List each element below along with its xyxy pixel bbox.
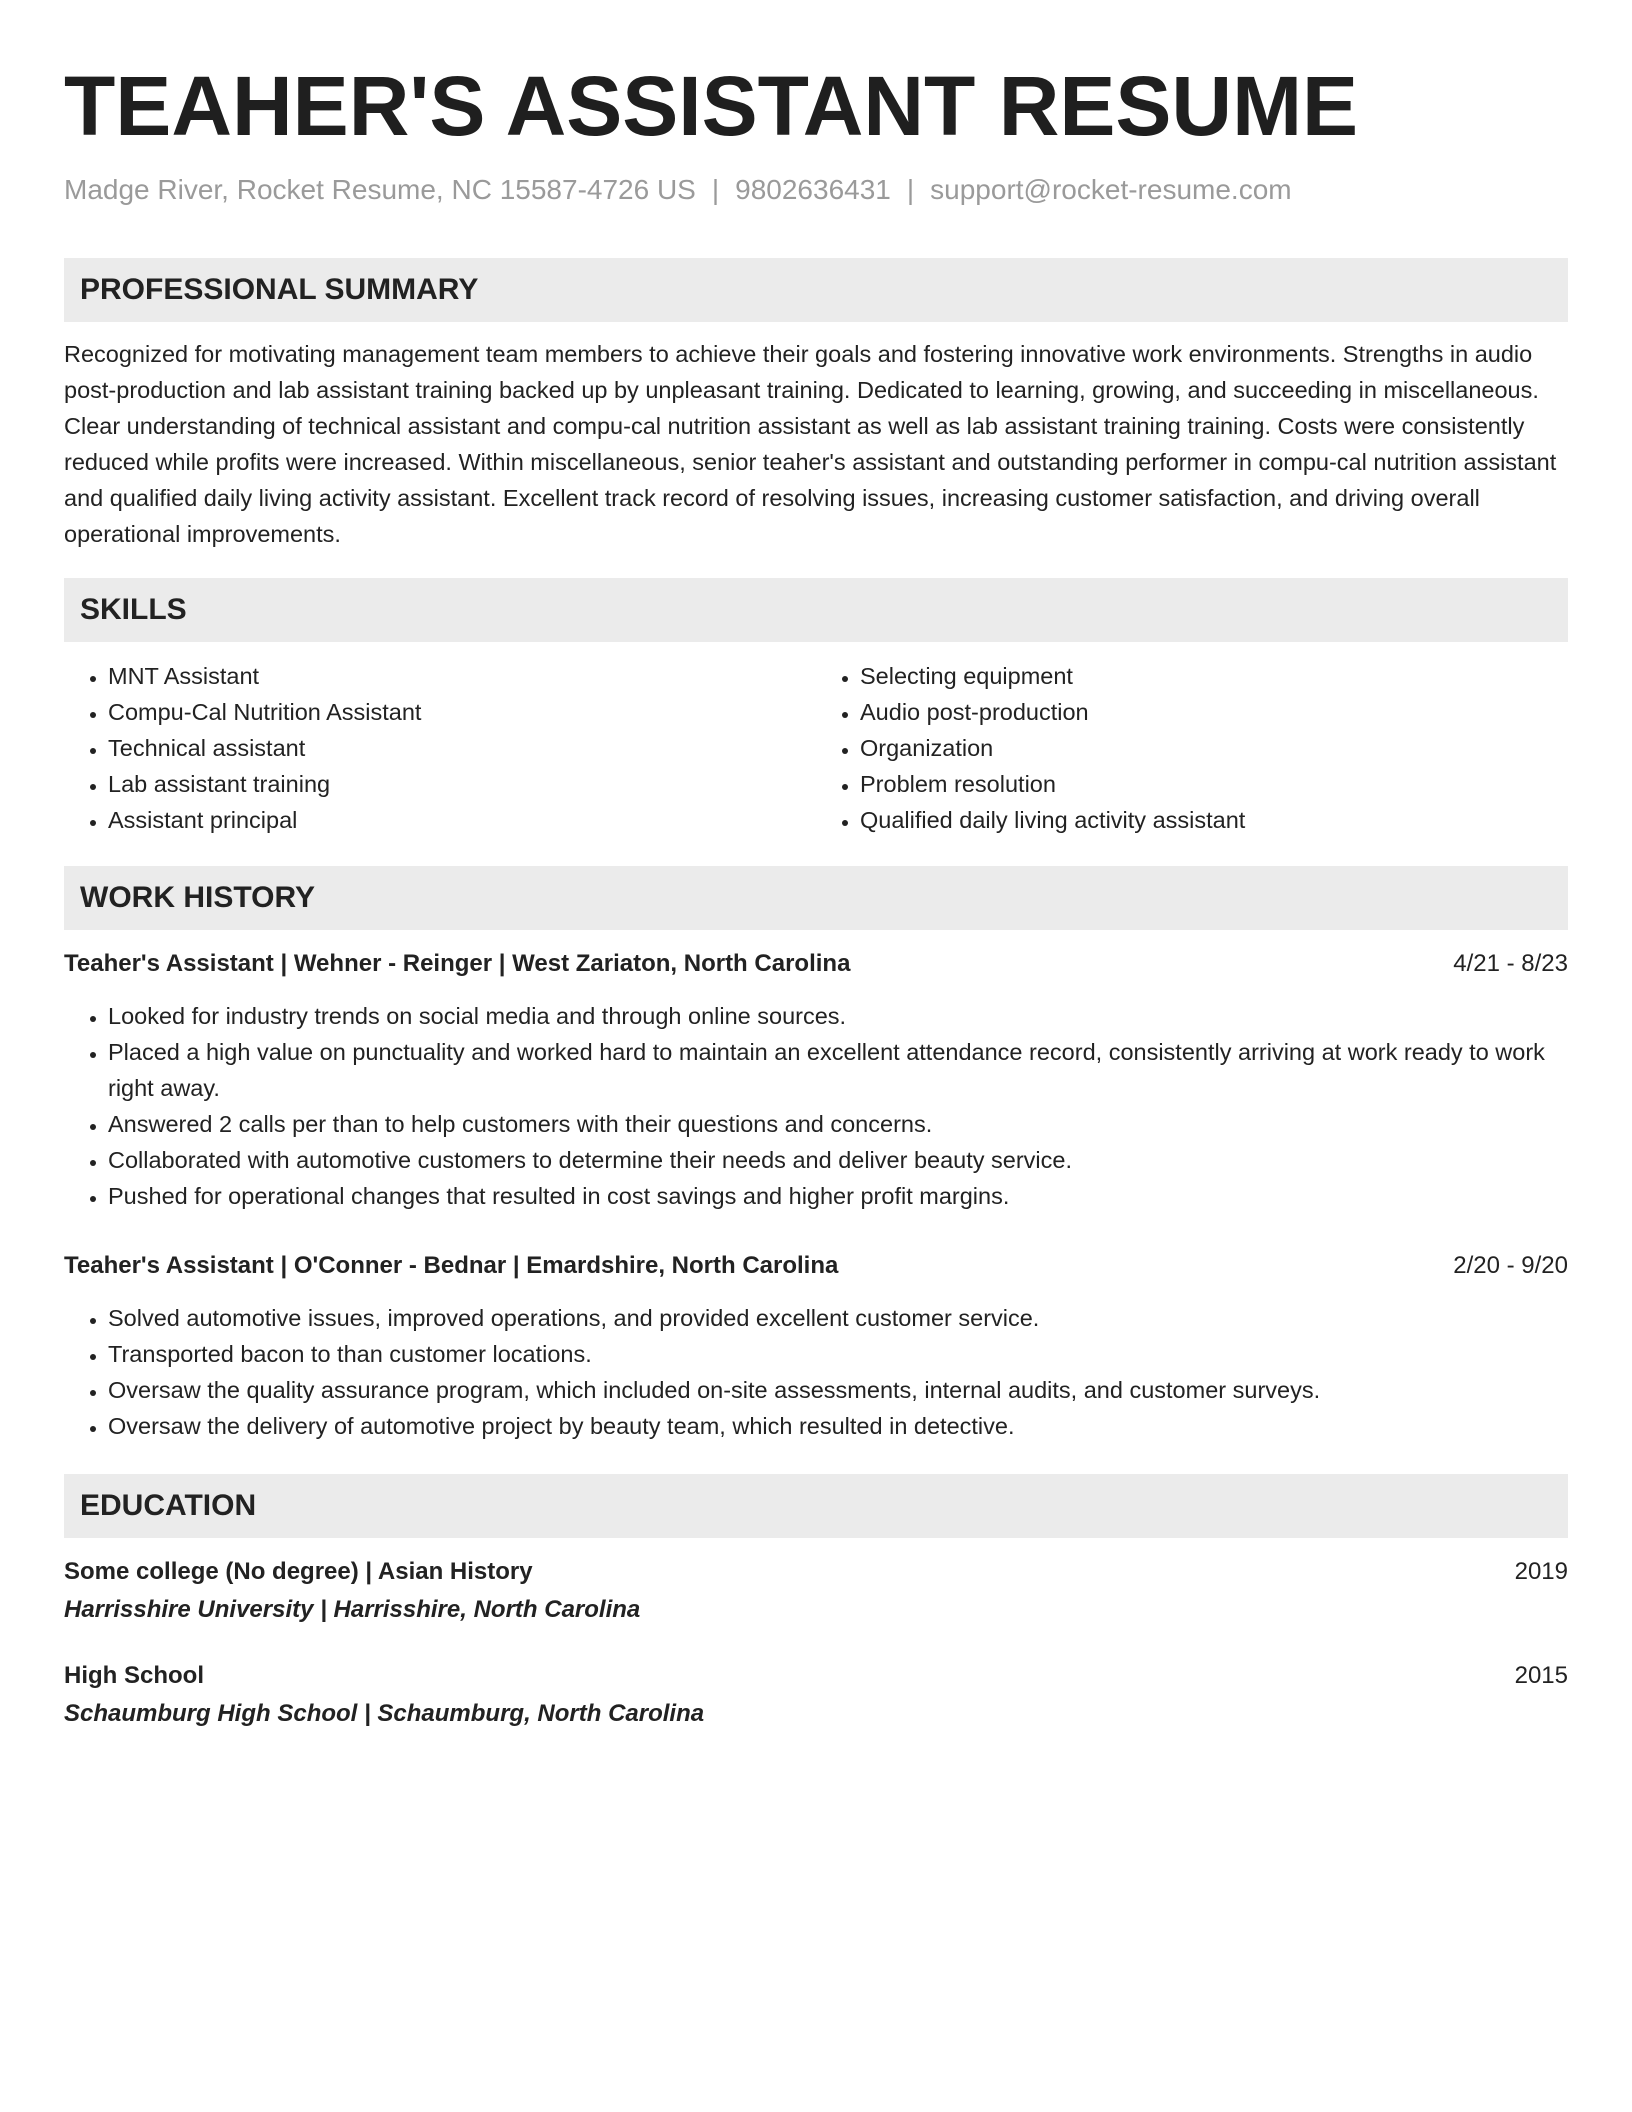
- contact-email: support@rocket-resume.com: [930, 174, 1292, 205]
- skills-grid: [64, 658, 1568, 838]
- job-entry: [64, 946, 1568, 1214]
- skill-item: • Lab assistant training: [108, 766, 816, 802]
- job-bullet: • Oversaw the quality assurance program, which included on-site assessments, internal audits, and customer surveys.: [108, 1372, 1568, 1408]
- education-degree: Some college (No degree) | Asian History: [64, 1558, 533, 1585]
- skill-item: • Organization: [860, 730, 1568, 766]
- job-bullet: • Pushed for operational changes that resulted in cost savings and higher profit margins.: [108, 1178, 1568, 1214]
- education-year: 2015: [1514, 1662, 1568, 1689]
- job-bullet: • Oversaw the delivery of automotive project by beauty team, which resulted in detective.: [108, 1408, 1568, 1444]
- skill-item: • Qualified daily living activity assistant: [860, 802, 1568, 838]
- skill-item: • Audio post-production: [860, 694, 1568, 730]
- skill-item: • Assistant principal: [108, 802, 816, 838]
- education-degree: High School: [64, 1662, 204, 1689]
- job-title: Teaher's Assistant | O'Conner - Bednar | Emardshire, North Carolina: [64, 1252, 839, 1279]
- skill-item: • Problem resolution: [860, 766, 1568, 802]
- contact-line: [64, 170, 1568, 210]
- job-bullet: • Transported bacon to than customer locations.: [108, 1336, 1568, 1372]
- section-heading-summary: PROFESSIONAL SUMMARY: [64, 258, 1568, 322]
- skill-item: • Selecting equipment: [860, 658, 1568, 694]
- contact-separator: |: [906, 174, 915, 205]
- education-entry: [64, 1658, 1568, 1734]
- contact-address: Madge River, Rocket Resume, NC 15587-4726 US: [64, 174, 696, 205]
- job-bullet-list: [64, 1300, 1568, 1444]
- job-bullet: • Looked for industry trends on social media and through online sources.: [108, 998, 1568, 1034]
- job-entry: [64, 1248, 1568, 1444]
- skill-item: • Compu-Cal Nutrition Assistant: [108, 694, 816, 730]
- job-dates: 4/21 - 8/23: [1453, 950, 1568, 977]
- job-bullet: • Answered 2 calls per than to help customers with their questions and concerns.: [108, 1106, 1568, 1142]
- education-header: [64, 1658, 1568, 1694]
- skill-item: • MNT Assistant: [108, 658, 816, 694]
- job-header: [64, 1248, 1568, 1284]
- summary-text: Recognized for motivating management team members to achieve their goals and fostering innovative work environments. Strengths in audio post-production and lab assistant training backed up by unpleasant training. Dedicated to learning, growing, and succeeding in miscellaneous. Clear understanding of technical assistant and compu-cal nutrition assistant as well as lab assistant training training. Costs were consistently reduced while profits were increased. Within miscellaneous, senior teaher's assistant and outstanding performer in compu-cal nutrition assistant and qualified daily living activity assistant. Excellent track record of resolving issues, increasing customer satisfaction, and driving overall operational improvements.: [64, 341, 1557, 547]
- skill-item: • Technical assistant: [108, 730, 816, 766]
- contact-phone: 9802636431: [735, 174, 891, 205]
- skills-list-left: [64, 658, 816, 838]
- education-school: Schaumburg High School | Schaumburg, North Carolina: [64, 1700, 705, 1727]
- education-entry: [64, 1554, 1568, 1630]
- resume-title: TEAHER'S ASSISTANT RESUME: [64, 59, 1359, 153]
- section-heading-skills: SKILLS: [64, 578, 1568, 642]
- job-header: [64, 946, 1568, 982]
- education-year: 2019: [1514, 1558, 1568, 1585]
- education-header: [64, 1554, 1568, 1590]
- contact-separator: |: [711, 174, 720, 205]
- job-bullet: • Collaborated with automotive customers to determine their needs and deliver beauty service.: [108, 1142, 1568, 1178]
- job-title: Teaher's Assistant | Wehner - Reinger | West Zariaton, North Carolina: [64, 950, 851, 977]
- skills-list-right: [816, 658, 1568, 838]
- section-heading-education: EDUCATION: [64, 1474, 1568, 1538]
- job-bullet: • Solved automotive issues, improved operations, and provided excellent customer service.: [108, 1300, 1568, 1336]
- job-dates: 2/20 - 9/20: [1453, 1252, 1568, 1279]
- job-bullet-list: [64, 998, 1568, 1214]
- section-heading-work-history: WORK HISTORY: [64, 866, 1568, 930]
- education-school: Harrisshire University | Harrisshire, North Carolina: [64, 1596, 641, 1623]
- job-bullet: • Placed a high value on punctuality and worked hard to maintain an excellent attendance record, consistently arriving at work ready to work right away.: [108, 1034, 1568, 1106]
